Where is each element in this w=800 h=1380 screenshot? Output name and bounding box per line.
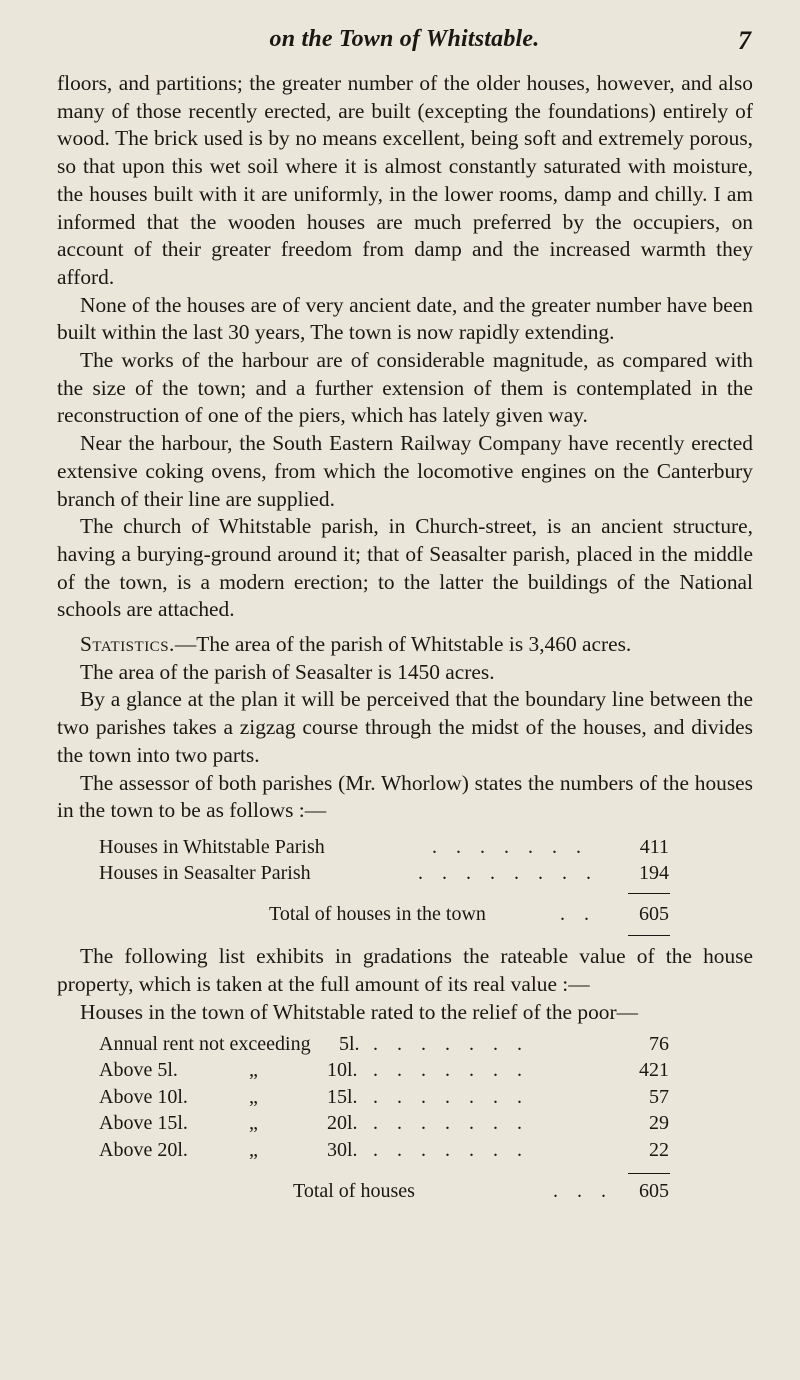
row-label: Houses in Whitstable Parish	[99, 835, 325, 858]
leader-dots: . . . . . . .	[373, 1112, 529, 1135]
row-value: 22	[649, 1138, 669, 1161]
leader-dots: . . . . . . .	[432, 835, 588, 858]
page-body	[57, 70, 753, 1205]
paragraph: The church of Whitstable parish, in Church-street, is an ancient structure, having a burying-ground around it; that of Seasalter parish, placed in the middle of the town, is a modern erection; to the latter the buildings of the National schools are attached.	[57, 514, 753, 622]
row-range-upper: 5l.	[339, 1032, 360, 1055]
table-row	[57, 1031, 753, 1058]
sum-rule	[628, 893, 670, 894]
row-value: 76	[649, 1032, 669, 1055]
rateable-value-table	[57, 1031, 753, 1205]
leader-dots: . . . . . . .	[373, 1085, 529, 1108]
row-range-upper: 10l.	[327, 1059, 358, 1082]
paragraph: Houses in the town of Whitstable rated to the relief of the poor—	[80, 999, 638, 1024]
table-row	[57, 1137, 753, 1164]
table-row	[57, 860, 753, 887]
statistics-text: —The area of the parish of Whitstable is 3,460 acres.	[174, 632, 632, 657]
leader-dots: . .	[560, 902, 596, 925]
row-value: 194	[639, 862, 669, 885]
total-row	[57, 1178, 753, 1205]
total-value: 605	[639, 902, 669, 925]
total-value: 605	[639, 1180, 669, 1203]
row-range-upper: 30l.	[327, 1138, 358, 1161]
row-value: 57	[649, 1085, 669, 1108]
leader-dots: . . . . . . . .	[418, 862, 598, 885]
row-range-label: Above 15l.	[99, 1112, 188, 1135]
leader-dots: . . . . . . .	[373, 1032, 529, 1055]
row-range-upper: 20l.	[327, 1112, 358, 1135]
leader-dots: . . .	[553, 1180, 613, 1203]
statistics-heading: Statistics.	[80, 632, 175, 657]
total-row	[57, 901, 753, 928]
row-value: 29	[649, 1112, 669, 1135]
paragraph: The works of the harbour are of considerable magnitude, as compared with the size of the town; and a further extension of them is contemplated in the reconstruction of one of the piers, which has lately given way.	[57, 348, 753, 428]
table-row	[57, 1110, 753, 1137]
running-title: on the Town of Whitstable.	[269, 26, 540, 52]
paragraph: By a glance at the plan it will be perceived that the boundary line between the two parishes takes a zigzag course through the midst of the houses, and divides the town into two parts.	[57, 687, 753, 767]
paragraph: The area of the parish of Seasalter is 1450 acres.	[80, 659, 495, 684]
row-range-label: Above 10l.	[99, 1085, 188, 1108]
row-value: 411	[639, 835, 669, 858]
ditto-mark: „	[249, 1085, 258, 1108]
paragraph: floors, and partitions; the greater number of the older houses, however, and also many of those recently erected, are built (excepting the foundations) entirely of wood. The brick used is by no means excellent, being soft and extremely porous, so that upon this wet soil where it is almost constantly saturated with moisture, the houses built with it are uniformly, in the lower rooms, damp and chilly. I am informed that the wooden houses are much preferred by the occupiers, on account of their greater freedom from damp and the increased warmth they afford.	[57, 71, 753, 289]
row-range-label: Above 5l.	[99, 1059, 178, 1082]
paragraph: The following list exhibits in gradations the rateable value of the house property, which is taken at the full amount of its real value :—	[57, 944, 753, 997]
row-range-label: Above 20l.	[99, 1138, 188, 1161]
paragraph: Near the harbour, the South Eastern Railway Company have recently erected extensive coking ovens, from which the locomotive engines on the Canterbury branch of their line are supplied.	[57, 431, 753, 511]
row-value: 421	[639, 1059, 669, 1082]
row-label: Houses in Seasalter Parish	[99, 862, 311, 885]
paragraph: None of the houses are of very ancient date, and the greater number have been built within the last 30 years, The town is now rapidly extending.	[57, 292, 753, 345]
leader-dots: . . . . . . .	[373, 1138, 529, 1161]
table-row	[57, 1084, 753, 1111]
ditto-mark: „	[249, 1059, 258, 1082]
page-number: 7	[738, 26, 751, 55]
leader-dots: . . . . . . .	[373, 1059, 529, 1082]
table-row	[57, 834, 753, 861]
running-head	[58, 26, 751, 54]
paragraph: The assessor of both parishes (Mr. Whorlow) states the numbers of the houses in the town to be as follows :—	[57, 770, 753, 823]
total-label: Total of houses in the town	[269, 902, 486, 925]
sum-rule	[628, 1173, 670, 1174]
table-row	[57, 1057, 753, 1084]
row-range-label: Annual rent not exceeding	[99, 1032, 311, 1055]
houses-by-parish-table	[57, 834, 753, 937]
total-rule	[628, 935, 670, 936]
ditto-mark: „	[249, 1112, 258, 1135]
statistics-paragraph	[57, 631, 753, 659]
ditto-mark: „	[249, 1138, 258, 1161]
row-range-upper: 15l.	[327, 1085, 358, 1108]
total-label: Total of houses	[293, 1180, 415, 1203]
